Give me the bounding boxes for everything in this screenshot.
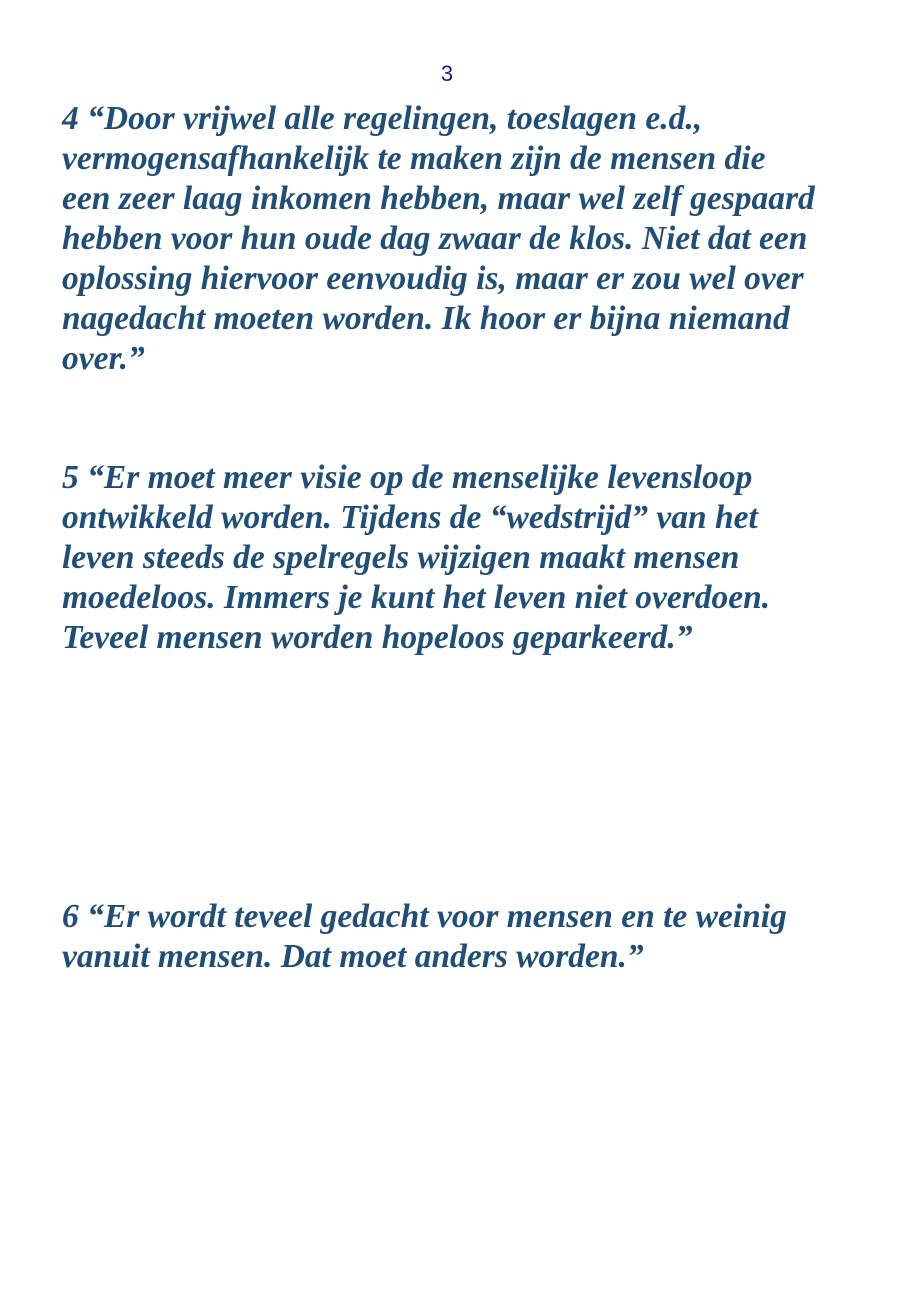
quote-line: nagedacht moeten worden. Ik hoor er bijna niemand [62, 300, 790, 337]
quote-line: vanuit mensen. Dat moet anders worden.” [62, 938, 644, 975]
quote-line: een zeer laag inkomen hebben, maar wel zelf gespaard [62, 180, 815, 217]
quote-line: hebben voor hun oude dag zwaar de klos. Niet dat een [62, 220, 808, 257]
quote-6 [62, 897, 862, 977]
quote-line: oplossing hiervoor eenvoudig is, maar er zou wel over [62, 260, 804, 297]
page-number: 3 [440, 61, 454, 86]
quote-line: 4 “Door vrijwel alle regelingen, toeslagen e.d., [62, 100, 703, 137]
quote-line: over.” [62, 340, 145, 377]
quote-line: 6 “Er wordt teveel gedacht voor mensen en te weinig [62, 898, 787, 935]
quote-line: leven steeds de spelregels wijzigen maakt mensen [62, 539, 740, 576]
quote-line: ontwikkeld worden. Tijdens de “wedstrijd” van het [62, 499, 758, 536]
quote-5 [62, 458, 862, 658]
quote-line: 5 “Er moet meer visie op de menselijke levensloop [62, 459, 753, 496]
quote-line: moedeloos. Immers je kunt het leven niet overdoen. [62, 579, 771, 616]
quote-line: Teveel mensen worden hopeloos geparkeerd.” [62, 619, 693, 656]
quote-4 [62, 99, 862, 379]
quote-line: vermogensafhankelijk te maken zijn de mensen die [62, 140, 766, 177]
